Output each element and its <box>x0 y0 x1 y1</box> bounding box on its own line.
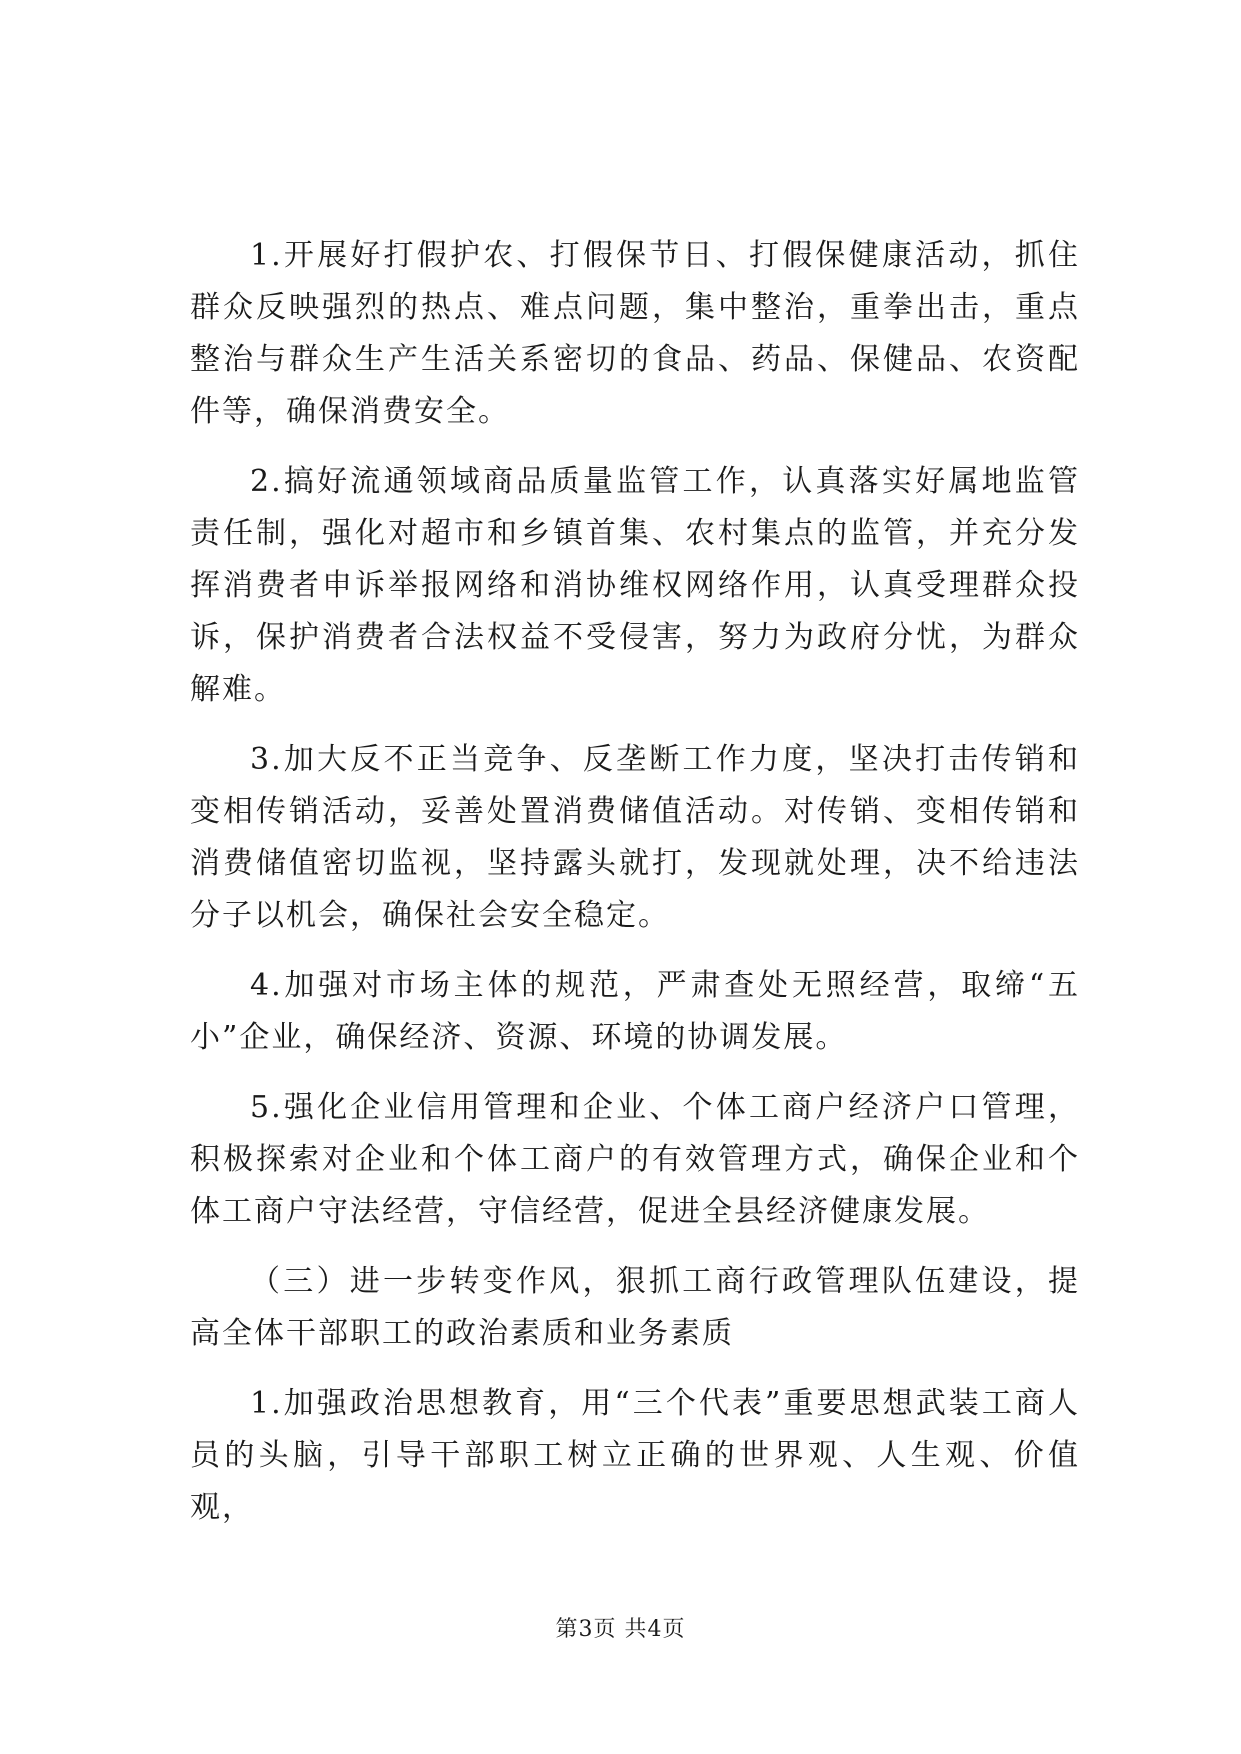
paragraph-7: 1.加强政治思想教育，用“三个代表”重要思想武装工商人员的头脑，引导干部职工树立正确的世界观、人生观、价值观， <box>190 1386 1080 1525</box>
section-heading: （三）进一步转变作风，狠抓工商行政管理队伍建设，提高全体干部职工的政治素质和业务素质 <box>190 1264 1080 1351</box>
paragraph-5: 5.强化企业信用管理和企业、个体工商户经济户口管理，积极探索对企业和个体工商户的有效管理方式，确保企业和个体工商户守法经营，守信经营，促进全县经济健康发展。 <box>190 1090 1080 1229</box>
paragraph-4: 4.加强对市场主体的规范，严肃查处无照经营，取缔“五小”企业，确保经济、资源、环境的协调发展。 <box>190 968 1080 1055</box>
page-footer: 第3页 共4页 <box>555 1617 686 1642</box>
paragraph-1: 1.开展好打假护农、打假保节日、打假保健康活动，抓住群众反映强烈的热点、难点问题，集中整治，重拳出击，重点整治与群众生产生活关系密切的食品、药品、保健品、农资配件等，确保消费安全。 <box>190 238 1080 429</box>
document-body <box>190 230 1080 1552</box>
paragraph-2: 2.搞好流通领域商品质量监管工作，认真落实好属地监管责任制，强化对超市和乡镇首集、农村集点的监管，并充分发挥消费者申诉举报网络和消协维权网络作用，认真受理群众投诉，保护消费者合法权益不受侵害，努力为政府分忧，为群众解难。 <box>190 464 1080 707</box>
paragraph-3: 3.加大反不正当竞争、反垄断工作力度，坚决打击传销和变相传销活动，妥善处置消费储值活动。对传销、变相传销和消费储值密切监视，坚持露头就打，发现就处理，决不给违法分子以机会，确保社会安全稳定。 <box>190 742 1080 933</box>
